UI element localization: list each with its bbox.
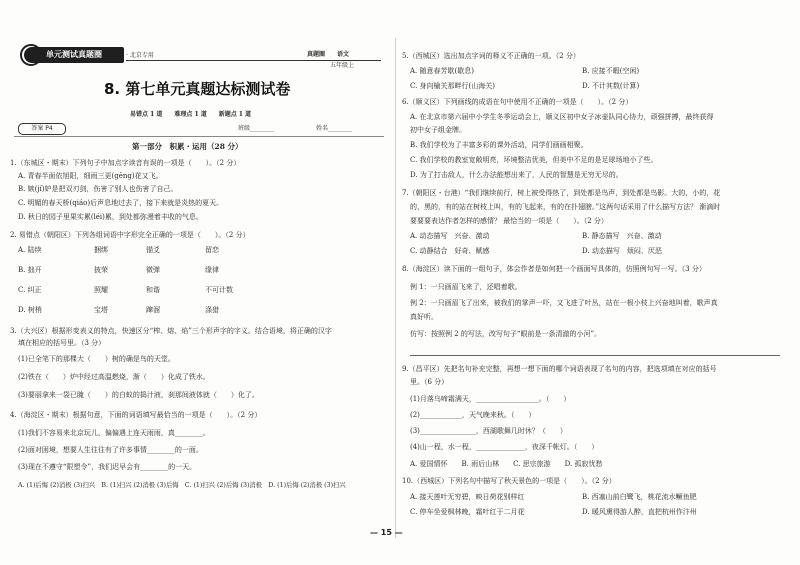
q4-item-2: (2)面对困境，想要人生往往有了许多事情________的一面。 xyxy=(18,446,203,454)
q4-item-1: (1)我们不容易来北京玩儿，偏偏遇上连天雨雨，真________。 xyxy=(18,429,210,437)
q3-item-2: (2)铁在（ ）炉中经过高温燃烧，渐（ ）化成了铁水。 xyxy=(18,373,210,381)
q5-option-d: D. 不计其数(计算) xyxy=(582,82,640,90)
q2-cell: 缘律 xyxy=(205,266,219,274)
q4-item-3: (3)现在不遵守“限塑令”，我们迟早会有________的一天。 xyxy=(18,463,197,471)
q9-item-2: (2)____________，天气晚来秋。（ ） xyxy=(410,411,536,419)
edition-label: · 北京专用 xyxy=(126,52,154,59)
question-10: 10.（西城区）下列名句中描写了秋天景色的一项是（ ）。（2 分） xyxy=(402,477,616,485)
question-3: 3.（大兴区）根据形变表义的特点，快速区分“榨、熔、焰”三个形声字的字义。结合语境，将正确的汉字 xyxy=(10,327,332,335)
question-3-cont: 填在相应的括号里。（3 分） xyxy=(18,339,106,347)
q6-option-a-cont: 初中女子组金牌。 xyxy=(410,126,466,134)
answer-line[interactable] xyxy=(410,355,780,356)
q2-cell: 微弹 xyxy=(146,266,160,274)
title-rule xyxy=(14,136,384,137)
q2-cell: 和谐 xyxy=(146,286,160,294)
q1-option-a: A. 青春半面依旭阳，细雨三更(gēng)花又飞。 xyxy=(18,172,163,180)
q2-cell: D. 树梢 xyxy=(18,306,42,314)
q7-option-a: A. 动态描写 兴奋、激动 xyxy=(410,232,490,240)
question-9-cont: 里。（6 分） xyxy=(410,378,449,386)
q2-cell: 宝塔 xyxy=(94,306,108,314)
question-2: 2. 易错点（朝阳区）下列各组词语中字形完全正确的一项是（ ）。（2 分） xyxy=(10,231,250,239)
q7-option-d: D. 动态描写 烦闷、厌恶 xyxy=(582,247,662,255)
q10-option-c: C. 停车坐爱枫林晚，霜叶红于二月花 xyxy=(410,508,525,516)
q2-cell: B. 拙开 xyxy=(18,266,42,274)
q1-option-c: C. 明媚的春天桥(qiáo)后声息地过去了，接下来就是炎热的夏天。 xyxy=(18,199,224,207)
q6-option-d: D. 为了打击敌人，什么办法能想出来了，人民的智慧是无穷无尽的。 xyxy=(410,171,623,179)
q3-item-1: (1)已全笔下的那棵大（ ）树的确是鸟的天堂。 xyxy=(18,355,175,363)
q8-example-2-cont: 真好听。 xyxy=(410,313,438,321)
name-field[interactable]: 姓名________ xyxy=(316,125,353,132)
q8-example-2: 例 2：一只画眉飞了出来，被我们的掌声一吓，又飞进了叶丛，站在一根小枝上兴奋地叫着，歌声真 xyxy=(410,299,718,307)
q9-item-1: (1)月落乌啼霜满天，__________________。（ ） xyxy=(410,395,571,403)
q7-option-c: C. 动静结合 好奇、赋感 xyxy=(410,247,490,255)
column-divider xyxy=(395,38,396,538)
difficulty-stats: 易错点 1 道 难理点 1 道 新题点 1 道 xyxy=(130,111,252,118)
q2-cell: 照耀 xyxy=(94,286,108,294)
q3-item-3: (3)要丽拿来一袋已腌（ ）的白蚁的捣汁液，刹那间液体就（ ）化了。 xyxy=(18,391,259,399)
question-7-line3: 要要要表达作者怎样的感情？ 最恰当的一项是（ ）。（2 分） xyxy=(410,217,608,225)
q2-cell: 留恋 xyxy=(205,246,219,254)
header-rule xyxy=(126,60,381,61)
q4-options: A. (1)后悔 (2)消极 (3)扫兴 B. (1)扫兴 (2)消极 (3)后悔 C. (1)扫兴 (2)后悔 (3)消极 D. (1)后悔 (2)消极 (3)扫兴 xyxy=(18,482,346,489)
class-field[interactable]: 班级________ xyxy=(238,125,275,132)
question-5: 5.（西城区）选出加点字词的释义不正确的一项。（2 分） xyxy=(402,52,580,60)
q7-option-b: B. 静态描写 兴奋、激动 xyxy=(582,232,662,240)
brand-logo: 单元测试真题圈 xyxy=(24,47,124,63)
question-6: 6.（顺义区）下列画线的成语在句中使用不正确的一项是（ ）。（2 分） xyxy=(402,98,633,106)
q2-cell: A. 陆续 xyxy=(18,246,42,254)
q6-option-a: A. 在北京市第六届中小学生冬季运动会上，顺义区初中女子冰壶队同心协力，顽强拼搏，最终获得 xyxy=(410,113,714,121)
q10-option-d: D. 暖风熏得游人醉，直把杭州作汴州 xyxy=(582,508,697,516)
q1-option-b: B. 嫉(jí)妒是把双刃剑，伤害了别人也伤害了自己。 xyxy=(18,185,178,193)
subject-label: 语文 xyxy=(337,51,350,58)
question-9: 9.（昌平区）先把名句补充完整，再想一想下面的哪个词语表现了名句的内容，把选项填在对应的括号 xyxy=(402,365,717,373)
q9-item-3: (3)________________，西湖歌舞几时休？（ ） xyxy=(410,427,567,435)
question-1: 1.（东城区・期末）下列句子中加点字读音有误的一项是（ ）。（2 分） xyxy=(10,159,241,167)
q10-option-b: B. 西塞山前白鹭飞，桃花流水鳜鱼肥 xyxy=(582,493,697,501)
q2-cell: 不可计数 xyxy=(205,286,233,294)
q2-cell: 捆绑 xyxy=(94,246,108,254)
q10-option-a: A. 接天莲叶无穷碧，映日荷花别样红 xyxy=(410,493,525,501)
page-title: 8. 第七单元真题达标测试卷 xyxy=(104,80,291,98)
q9-item-4: (4)山一程，水一程，______________，夜深千帐灯。（ ） xyxy=(410,443,599,451)
answer-page-badge: 答案 P4 xyxy=(18,123,66,135)
grade-label: 五年级上 xyxy=(330,62,355,69)
q2-cell: 蹿溜 xyxy=(146,306,160,314)
q5-option-b: B. 应接不暇(空闲) xyxy=(582,67,640,75)
question-8: 8.（海淀区）读下面的一组句子，体会作者是如何把一个画面写具体的，仿照例句写一写。（3 分） xyxy=(402,265,706,273)
q2-cell: 锚爻 xyxy=(146,246,160,254)
q6-option-b: B. 我们学校为了丰富多彩的课外活动，同学们画画相聚。 xyxy=(410,141,588,149)
section-heading: 第一部分 积累・运用（28 分） xyxy=(132,142,243,151)
q9-options: A. 爱国情怀 B. 雨后山林 C. 思宗旅游 D. 孤寂忧愁 xyxy=(410,460,603,468)
question-4: 4.（海淀区・期末）根据句意，下面的词语填写最恰当的一项是（ ）。（2 分） xyxy=(10,411,262,419)
q8-task: 仿写：按照例 2 的写法，改写句子“眼前是一条清澈的小河”。 xyxy=(410,330,602,338)
q2-cell: 涤猎 xyxy=(205,306,219,314)
question-7: 7.（朝阳区・台港）“我们继续前行，树上被受得热了，到处都是鸟声，到处都是鸟影。大的，小的，花 xyxy=(402,189,721,197)
page-number: — 15 — xyxy=(370,528,403,537)
q8-example-1: 例 1：一只画眉飞来了，还唱着歌。 xyxy=(410,283,522,291)
q5-option-c: C. 身向榆关那畔行(山海关) xyxy=(410,82,496,90)
q6-option-c: C. 我们学校的教室宽敞明亮，环境整洁优美，但美中不足的是足球场地小了些。 xyxy=(410,156,658,164)
q1-option-d: D. 秋日的园子里果实累(léi)累，到处都弥漫着丰收的气息。 xyxy=(18,213,203,221)
question-7-line2: 的，黑的，有的站在树枝上叫，有的飞起来，有的在扑翅膀。”这两句话采用了什么描写方法？ 渐滴时 xyxy=(410,203,721,211)
series-label: 真题圈 xyxy=(307,51,326,58)
q5-option-a: A. 随意春芳歇(歇息) xyxy=(410,67,474,75)
q2-cell: C. 纠正 xyxy=(18,286,42,294)
q2-cell: 披荣 xyxy=(94,266,108,274)
